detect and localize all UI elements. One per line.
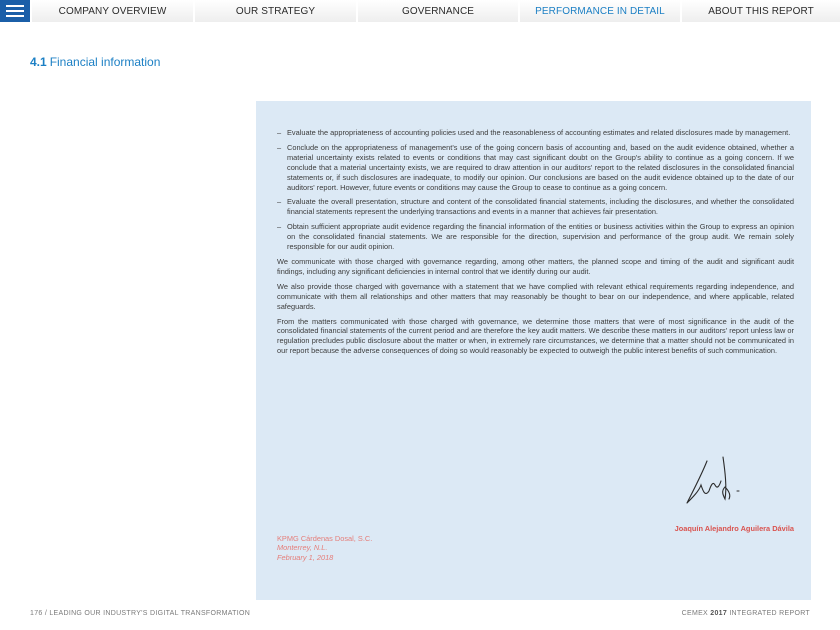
list-item: – Conclude on the appropriateness of management's use of the going concern basis of accounting and, based on the audit evidence obtained, whether a material uncertainty exists related to events or conditions that may cast significant doubt on the Group's ability to continue as a going concern. If we conclude that a material uncertainty exists, we are required to draw attention in our auditors' report to the related disclosures in the consolidated financial statements or, if such disclosures are inadequate, to modify our opinion. Our conclusions are based on the audit evidence obtained up to the date of our auditors' report. However, future events or conditions may cause the Group to cease to continue as a going concern. xyxy=(277,142,794,192)
footer-company: CEMEX xyxy=(681,610,709,617)
footer-year: 2017 xyxy=(710,610,728,617)
bullet-text: Conclude on the appropriateness of management's use of the going concern basis of accounting and, based on the audit evidence obtained, whether a material uncertainty exists related to events or conditions that may cast significant doubt on the Group's ability to continue as a going concern. If we conclude that a material uncertainty exists, we are required to draw attention in our auditors' report to the related disclosures in the consolidated financial statements or, if such disclosures are inadequate, to modify our opinion. Our conclusions are based on the audit evidence obtained up to the date of our auditors' report. However, future events or conditions may cause the Group to cease to continue as a going concern. xyxy=(287,142,794,192)
list-item: – Evaluate the appropriateness of accounting policies used and the reasonableness of accounting estimates and related disclosures made by management. xyxy=(277,128,791,137)
footer-left xyxy=(30,610,250,617)
footer-report-name: INTEGRATED REPORT xyxy=(729,610,810,617)
footer-separator: / xyxy=(44,610,48,617)
paragraph: We communicate with those charged with governance regarding, among other matters, the planned scope and timing of the audit and significant audit findings, including any significant deficiencies in internal control that we identify during our audit. xyxy=(277,256,794,276)
signature-date: February 1, 2018 xyxy=(277,552,334,562)
firm-name: KPMG Cárdenas Dosal, S.C. xyxy=(277,534,373,543)
footer-right xyxy=(682,610,810,617)
page-number: 176 xyxy=(30,610,43,617)
paragraph: We also provide those charged with governance with a statement that we have complied with relevant ethical requirements regarding independence, and communicate with them all relationships and other matters that may reasonably be thought to bear on our independence, and where applicable, related safeguards. xyxy=(277,281,794,311)
menu-line xyxy=(6,10,24,12)
auditor-firm-block xyxy=(277,534,372,562)
tab-our-strategy[interactable]: OUR STRATEGY xyxy=(193,0,356,22)
tab-performance-in-detail[interactable]: PERFORMANCE IN DETAIL xyxy=(518,0,680,22)
hamburger-menu-icon[interactable] xyxy=(0,0,30,22)
tab-about-this-report[interactable]: ABOUT THIS REPORT xyxy=(680,0,840,22)
section-title-text: Financial information xyxy=(49,55,161,69)
bullet-text: Evaluate the overall presentation, structure and content of the consolidated financial statements, including the disclosures, and whether the consolidated financial statements represent the underlying transactions and events in a manner that achieves fair presentation. xyxy=(287,197,794,217)
report-body xyxy=(277,128,794,361)
auditor-report-panel xyxy=(256,101,811,600)
handwritten-signature xyxy=(679,451,759,511)
firm-location: Monterrey, N.L. xyxy=(277,543,328,553)
bullet-text: Obtain sufficient appropriate audit evidence regarding the financial information of the entities or business activities within the Group to express an opinion on the consolidated financial statements. We are responsible for the direction, supervision and performance of the group audit. We remain solely responsible for our audit opinion. xyxy=(287,222,794,252)
list-item: – Obtain sufficient appropriate audit evidence regarding the financial information of the entities or business activities within the Group to express an opinion on the consolidated financial statements. We are responsible for the direction, supervision and performance of the group audit. We remain solely responsible for our audit opinion. xyxy=(277,222,794,252)
page-title xyxy=(30,55,160,69)
tab-company-overview[interactable]: COMPANY OVERVIEW xyxy=(30,0,193,22)
section-number: 4.1 xyxy=(30,55,47,69)
menu-line xyxy=(6,5,24,7)
bullet-text: Evaluate the appropriateness of accounting policies used and the reasonableness of accounting estimates and related disclosures made by management. xyxy=(287,128,791,137)
paragraph: From the matters communicated with those charged with governance, we determine those matters that were of most significance in the audit of the consolidated financial statements of the current period and are therefore the key audit matters. We describe these matters in our auditors' report unless law or regulation precludes public disclosure about the matter or when, in extremely rare circumstances, we determine that a matter should not be communicated in our report because the adverse consequences of doing so would reasonably be expected to outweigh the public interest benefits of such communication. xyxy=(277,316,794,356)
footer-section-text: LEADING OUR INDUSTRY'S DIGITAL TRANSFORMATION xyxy=(49,610,251,617)
tab-governance[interactable]: GOVERNANCE xyxy=(356,0,518,22)
signer-name: Joaquín Alejandro Aguilera Dávila xyxy=(674,524,794,533)
top-navigation xyxy=(0,0,840,22)
list-item: – Evaluate the overall presentation, structure and content of the consolidated financial statements, including the disclosures, and whether the consolidated financial statements represent the underlying transactions and events in a manner that achieves fair presentation. xyxy=(277,197,794,217)
menu-line xyxy=(6,15,24,17)
